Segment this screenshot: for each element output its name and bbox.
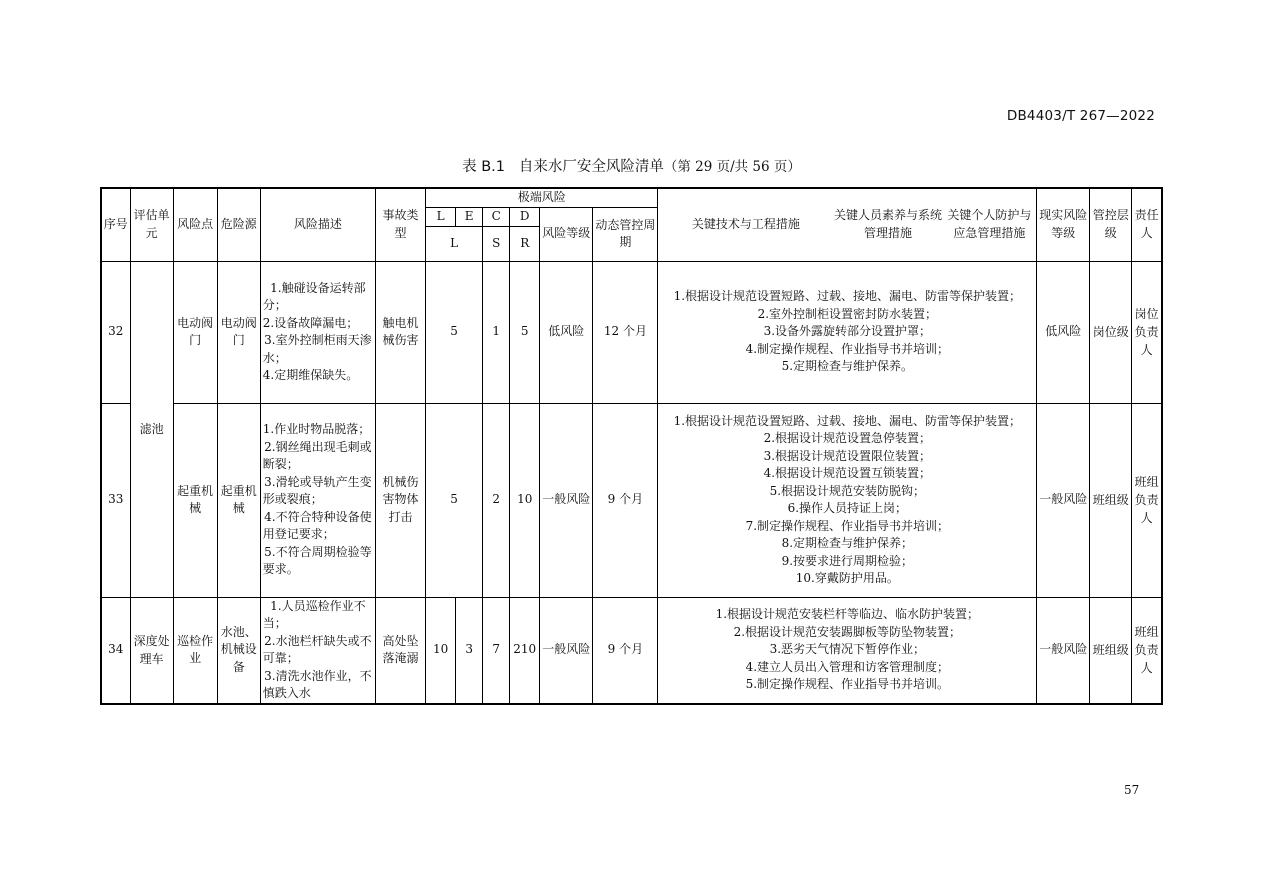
- col-description: 风险描述: [260, 188, 375, 261]
- table-row: [101, 403, 1162, 597]
- col-risk-point: 风险点: [173, 188, 217, 261]
- desc-line: 2.设备故障漏电；: [262, 315, 359, 330]
- row-hazard: 水池、机械设备: [217, 597, 260, 704]
- table-name: 自来水厂安全风险清单: [518, 159, 664, 175]
- row-measures: [658, 597, 1037, 704]
- row-L: 10: [426, 597, 456, 704]
- row-L: 5: [426, 261, 483, 403]
- col-risk-level: 风险等级: [540, 207, 593, 261]
- measure-line: 2.根据设计规范安装踢脚板等防坠物装置；: [733, 624, 962, 639]
- row-seq: 34: [101, 597, 130, 704]
- col-R-bottom: R: [510, 226, 540, 261]
- desc-line: 3.清洗水池作业，不慎跌入水: [262, 668, 372, 700]
- header-row: [101, 188, 1162, 207]
- col-owner: 责任人: [1132, 188, 1162, 261]
- row-D: 210: [510, 597, 540, 704]
- col-C-top: C: [483, 207, 510, 226]
- col-period: 动态管控周期: [593, 207, 658, 261]
- row-period: 9 个月: [593, 403, 658, 597]
- row-D: 5: [510, 261, 540, 403]
- measure-line: 5.定期检查与维护保养。: [781, 359, 914, 374]
- desc-line: 3.滑轮或导轨产生变形或裂痕；: [262, 474, 372, 507]
- row-control-layer: 班组级: [1090, 597, 1132, 704]
- row-D: 10: [510, 403, 540, 597]
- col-control-layer: 管控层级: [1090, 188, 1132, 261]
- desc-line: 1.人员巡检作业不当；: [262, 598, 366, 630]
- col-ppe: 关键个人防护与应急管理措施: [947, 208, 1032, 240]
- row-current-level: 一般风险: [1037, 597, 1090, 704]
- row-accident: 高处坠落淹溺: [375, 597, 425, 704]
- row-period: 9 个月: [593, 597, 658, 704]
- measure-line: 3.根据设计规范设置限位装置；: [763, 448, 932, 463]
- table-row: [101, 261, 1162, 403]
- col-S-bottom: S: [483, 226, 510, 261]
- row-owner: 班组负责人: [1132, 597, 1162, 704]
- row-risk-level: 一般风险: [540, 403, 593, 597]
- desc-line: 4.不符合特种设备使用登记要求；: [262, 509, 372, 542]
- risk-table: [100, 187, 1163, 705]
- desc-line: 2.钢丝绳出现毛刺或断裂；: [262, 439, 372, 472]
- row-E: 3: [456, 597, 483, 704]
- desc-line: 5.不符合周期检验等要求。: [262, 544, 372, 577]
- measure-line: 7.制定操作规程、作业指导书并培训；: [745, 518, 950, 533]
- row-risk-point: 起重机械: [173, 403, 217, 597]
- row-L: 5: [426, 403, 483, 597]
- row-risk-level: 低风险: [540, 261, 593, 403]
- measure-line: 8.定期检查与维护保养；: [781, 536, 914, 550]
- row-hazard: 起重机械: [217, 403, 260, 597]
- table-title: [0, 155, 1263, 176]
- measure-line: 6.操作人员持证上岗；: [787, 501, 908, 515]
- col-E-top: E: [456, 207, 483, 226]
- document-code: DB4403/T 267—2022: [1006, 108, 1155, 124]
- row-unit: 深度处理车: [130, 597, 173, 704]
- measure-line: 5.根据设计规范安装防脱钩；: [769, 483, 926, 498]
- row-C: 7: [483, 597, 510, 704]
- row-hazard: 电动阀门: [217, 261, 260, 403]
- row-C: 1: [483, 261, 510, 403]
- page-number: 57: [1124, 783, 1140, 797]
- desc-line: 4.定期维保缺失。: [262, 368, 359, 382]
- measure-line: 1.根据设计规范设置短路、过载、接地、漏电、防雷等保护装置；: [673, 413, 1022, 428]
- row-owner: 班组负责人: [1132, 403, 1162, 597]
- col-accident: 事故类型: [375, 188, 425, 261]
- row-accident: 机械伤害物体打击: [375, 403, 425, 597]
- col-extreme-risk: 极端风险: [426, 188, 658, 207]
- row-current-level: 低风险: [1037, 261, 1090, 403]
- desc-line: 1.作业时物品脱落；: [262, 422, 371, 437]
- row-description: [260, 261, 375, 403]
- row-risk-point: 巡检作业: [173, 597, 217, 704]
- col-unit: 评估单元: [130, 188, 173, 261]
- row-current-level: 一般风险: [1037, 403, 1090, 597]
- measure-line: 2.根据设计规范设置急停装置；: [763, 431, 932, 445]
- col-L-top: L: [426, 207, 456, 226]
- measure-line: 3.恶劣天气情况下暂停作业；: [769, 642, 926, 657]
- row-period: 12 个月: [593, 261, 658, 403]
- row-seq: 33: [101, 403, 130, 597]
- col-L-bottom: L: [426, 226, 483, 261]
- measure-line: 4.制定操作规程、作业指导书并培训；: [745, 341, 950, 356]
- row-unit-merged: 滤池: [130, 261, 173, 597]
- measure-line: 10.穿戴防护用品。: [795, 571, 899, 585]
- row-measures: [658, 403, 1037, 597]
- measure-line: 3.设备外露旋转部分设置护罩；: [763, 324, 932, 339]
- table-row: [101, 597, 1162, 704]
- table-page-info: （第 29 页/共 56 页）: [663, 159, 801, 175]
- row-owner: 岗位负责人: [1132, 261, 1162, 403]
- row-description: [260, 597, 375, 704]
- col-current-level: 现实风险等级: [1037, 188, 1090, 261]
- row-control-layer: 班组级: [1090, 403, 1132, 597]
- measure-line: 4.建立人员出入管理和访客管理制度；: [745, 659, 950, 674]
- desc-line: 1.触碰设备运转部分；: [262, 280, 366, 312]
- row-description: [260, 403, 375, 597]
- col-tech: 关键技术与工程措施: [691, 217, 800, 231]
- col-D-top: D: [510, 207, 540, 226]
- measure-line: 9.按要求进行周期检验；: [781, 553, 914, 568]
- row-control-layer: 岗位级: [1090, 261, 1132, 403]
- col-hazard: 危险源: [217, 188, 260, 261]
- row-risk-point: 电动阀门: [173, 261, 217, 403]
- measure-line: 5.制定操作规程、作业指导书并培训。: [745, 677, 950, 692]
- col-seq: 序号: [101, 188, 130, 261]
- row-seq: 32: [101, 261, 130, 403]
- row-accident: 触电机械伤害: [375, 261, 425, 403]
- desc-line: 2.水池栏杆缺失或不可靠；: [262, 633, 372, 665]
- measure-line: 1.根据设计规范安装栏杆等临边、临水防护装置；: [715, 607, 980, 622]
- measure-line: 2.室外控制柜设置密封防水装置；: [757, 306, 938, 321]
- row-measures: [658, 261, 1037, 403]
- col-measures-group: [658, 188, 1037, 261]
- row-risk-level: 一般风险: [540, 597, 593, 704]
- desc-line: 3.室外控制柜雨天渗水；: [262, 333, 372, 365]
- col-personnel: 关键人员素养与系统管理措施: [834, 208, 943, 240]
- table-label: 表 B.1: [462, 159, 505, 175]
- measure-line: 1.根据设计规范设置短路、过载、接地、漏电、防雷等保护装置；: [673, 289, 1022, 304]
- measure-line: 4.根据设计规范设置互锁装置；: [763, 466, 932, 480]
- row-C: 2: [483, 403, 510, 597]
